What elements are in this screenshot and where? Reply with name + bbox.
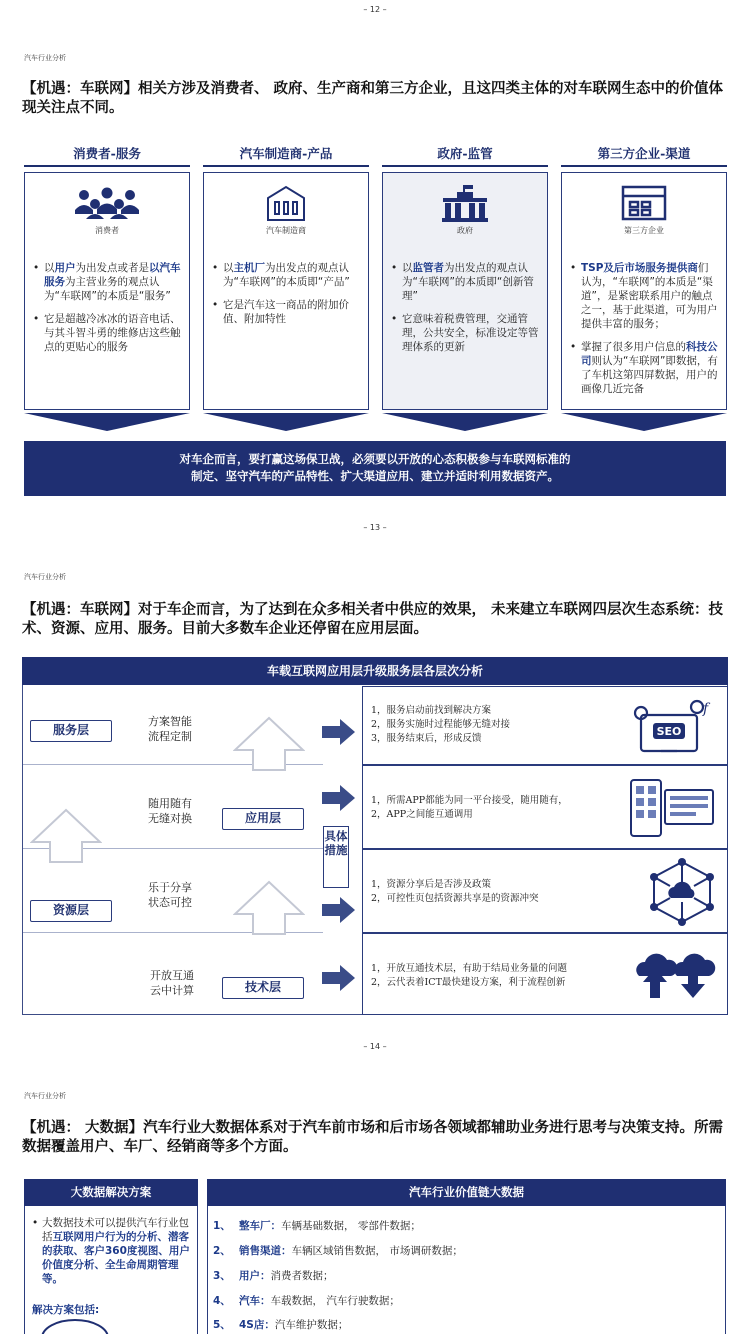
up-arrow-icon xyxy=(233,880,305,936)
detail-box-service xyxy=(362,686,728,765)
layer-service: 服务层 xyxy=(30,720,112,742)
page-header: 汽车行业分析 xyxy=(24,54,66,62)
solution-subheading: 解决方案包括: xyxy=(32,1304,100,1316)
chevron-down-icon xyxy=(203,413,369,431)
card-caption: 第三方企业 xyxy=(624,226,664,235)
factory-icon xyxy=(204,183,368,223)
bullet: • 掌握了很多用户信息的科技公司则认为“车联网”即数据，有了车机这第四屏数据，用户的画像几近完备 xyxy=(570,340,718,396)
svg-text:SEO: SEO xyxy=(656,725,682,738)
divider xyxy=(382,165,548,167)
summary-line: 对车企而言，要打赢这场保卫战，必须要以开放的心态积极参与车联网标准的 xyxy=(179,452,571,466)
title-text: 相关方涉及消费者、 政府、生产商和第三方企业，且这四类主体的对车联网生态中的价值体现关注点不同。 xyxy=(22,81,724,116)
bullet: • 它是超越冷冰冰的语音电话、与其斗智斗勇的维修店这些触点的更贴心的服务 xyxy=(33,312,181,354)
value-chain-heading: 汽车行业价值链大数据 xyxy=(207,1179,726,1206)
chevron-down-icon xyxy=(382,413,548,431)
page-title xyxy=(22,1119,732,1157)
card-government xyxy=(382,172,548,410)
summary-line: 制定、坚守汽车的产品特性、扩大渠道应用、建立并适时利用数据资产。 xyxy=(191,469,559,483)
detail-text: 1，开放互通技术层，有助于结局业务量的问题 2，云代表着ICT最快建设方案，利于流程创新 xyxy=(371,963,568,988)
measures-label: 具体措施 xyxy=(323,826,349,888)
layer-note: 方案智能 流程定制 xyxy=(148,715,192,743)
circle-decoration xyxy=(40,1318,110,1334)
page-header: 汽车行业分析 xyxy=(24,1092,66,1100)
cloud-network-icon xyxy=(647,858,717,926)
page-number: – 12 – xyxy=(363,5,387,14)
value-chain-row: 1、 整车厂：车辆基础数据， 零部件数据； xyxy=(213,1220,421,1232)
detail-text: 1，服务启动前找到解决方案 2，服务实施时过程能够无缝对接 3，服务结束后，形成反馈 xyxy=(371,705,511,744)
card-manufacturer xyxy=(203,172,369,410)
detail-box-resource xyxy=(362,849,728,933)
detail-text: 1，所需APP都能为同一平台接受，随用随有， 2，APP之间能互通调用 xyxy=(371,795,568,820)
detail-box-technology xyxy=(362,933,728,1015)
up-arrow-icon xyxy=(30,808,102,864)
divider xyxy=(203,165,369,167)
cloud-transfer-icon xyxy=(633,948,717,1000)
card-third-party xyxy=(561,172,727,410)
government-icon xyxy=(383,183,547,223)
page-number: – 14 – xyxy=(363,1042,387,1051)
right-arrow-icon xyxy=(320,718,356,746)
title-text: 对于车企而言，为了达到在众多相关者中供应的效果， 未来建立车联网四层次生态系统：技术、资源、应用、服务。目前大多数车企业还停留在应用层面。 xyxy=(22,602,724,637)
value-chain-row: 4、 汽车：车载数据， 汽车行驶数据； xyxy=(213,1295,400,1307)
layer-note: 开放互通 云中计算 xyxy=(150,969,194,997)
bullet: • 以监管者为出发点的观点认为“车联网”的本质即“创新管理” xyxy=(391,261,539,303)
layer-application: 应用层 xyxy=(222,808,304,830)
right-arrow-icon xyxy=(320,896,356,924)
right-arrow-icon xyxy=(320,784,356,812)
divider xyxy=(24,165,190,167)
bullet: • 以用户为出发点或者是以汽车服务为主营业务的观点认为“车联网”的本质是“服务” xyxy=(33,261,181,303)
page-header: 汽车行业分析 xyxy=(24,573,66,581)
summary-banner xyxy=(24,441,726,496)
column-heading-third-party: 第三方企业-渠道 xyxy=(597,146,691,161)
chevron-down-icon xyxy=(561,413,727,431)
value-chain-row: 5、 4S店：汽车维护数据； xyxy=(213,1319,349,1331)
column-heading-manufacturer: 汽车制造商-产品 xyxy=(239,146,333,161)
card-caption: 政府 xyxy=(457,226,473,235)
chevron-down-icon xyxy=(24,413,190,431)
bullet: • 它是汽车这一商品的附加价值、附加特性 xyxy=(212,298,360,326)
layer-note: 随用随有 无缝对换 xyxy=(148,797,192,825)
layer-resource: 资源层 xyxy=(30,900,112,922)
people-icon xyxy=(25,183,189,223)
title-tag: 【机遇： 大数据】 xyxy=(22,1120,144,1136)
page-title xyxy=(22,601,732,639)
card-caption: 汽车制造商 xyxy=(266,226,306,235)
layer-note: 乐于分享 状态可控 xyxy=(148,881,192,909)
seo-icon xyxy=(631,697,717,757)
bullet: • 以主机厂为出发点的观点认为“车联网”的本质即“产品” xyxy=(212,261,360,289)
company-icon xyxy=(562,183,726,223)
app-devices-icon xyxy=(627,776,717,840)
layer-analysis-banner: 车载互联网应用层升级服务层各层次分析 xyxy=(22,657,728,685)
page-title xyxy=(22,80,732,118)
column-heading-consumer: 消费者-服务 xyxy=(73,146,141,161)
bullet: • 大数据技术可以提供汽车行业包括互联网用户行为的分析、潜客的获取、客户360度视图、用户价值度分析、全生命周期管理等。 xyxy=(32,1216,192,1286)
bullet: • TSP及后市场服务提供商们认为，“车联网”的本质是“渠道”，是紧密联系用户的触点之一，基于此渠道，可为用户提供丰富的服务； xyxy=(570,261,718,331)
title-tag: 【机遇：车联网】 xyxy=(22,602,138,618)
right-arrow-icon xyxy=(320,964,356,992)
value-chain-row: 3、 用户：消费者数据； xyxy=(213,1270,334,1282)
detail-text: 1，资源分享后是否涉及政策 2，可控性页包括资源共享是的资源冲突 xyxy=(371,879,539,904)
page-number: – 13 – xyxy=(363,523,387,532)
card-consumer xyxy=(24,172,190,410)
title-tag: 【机遇：车联网】 xyxy=(22,81,138,97)
bullet: • 它意味着税费管理，交通管理，公共安全，标准设定等管理体系的更新 xyxy=(391,312,539,354)
title-text: 汽车行业大数据体系对于汽车前市场和后市场各领域都辅助业务进行思考与决策支持。所需数据覆盖用户、车厂、经销商等多个方面。 xyxy=(22,1120,724,1155)
column-heading-government: 政府-监管 xyxy=(437,146,493,161)
svg-text:f: f xyxy=(703,701,709,717)
divider xyxy=(561,165,727,167)
detail-box-application xyxy=(362,765,728,849)
card-caption: 消费者 xyxy=(95,226,119,235)
big-data-solution-heading: 大数据解决方案 xyxy=(24,1179,198,1206)
value-chain-row: 2、 销售渠道：车辆区域销售数据， 市场调研数据； xyxy=(213,1245,463,1257)
up-arrow-icon xyxy=(233,716,305,772)
layer-technology: 技术层 xyxy=(222,977,304,999)
